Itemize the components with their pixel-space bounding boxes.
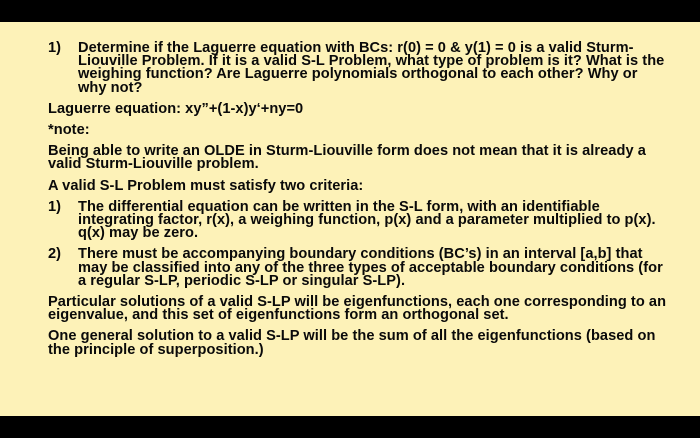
note-text: Being able to write an OLDE in Sturm-Liouville form does not mean that it is already a valid Sturm-Liouville problem. [48,143,646,173]
note-label: *note: [48,122,90,139]
criterion-item [48,248,670,288]
criterion-number: 1) [48,198,62,215]
laguerre-equation: Laguerre equation: xy”+(1-x)y‘+ny=0 [48,100,304,117]
question-text: Determine if the Laguerre equation with BCs: r(0) = 0 & y(1) = 0 is a valid Sturm-Liouville Problem. If it is a valid S-L Problem, what type of problem is it? What is the weighing function? Are Laguerre polynomials orthogonal to each other? Why or why not? [78,40,665,96]
question-panel [0,22,700,416]
criterion-text: The differential equation can be written in the S-L form, with an identifiable integrating factor, r(x), a weighing function, p(x) and a parameter multiplied to p(x). q(x) may be zero. [78,198,656,242]
question-item [48,42,670,95]
general-solution-paragraph: One general solution to a valid S-LP will be the sum of all the eigenfunctions (based on the principle of superposition.) [48,328,656,358]
eigenfunctions-paragraph: Particular solutions of a valid S-LP will be eigenfunctions, each one corresponding to an eigenvalue, and this set of eigenfunctions form an orthogonal set. [48,294,667,324]
criterion-item [48,198,670,242]
criterion-number: 2) [48,246,62,263]
criteria-intro: A valid S-L Problem must satisfy two criteria: [48,177,364,194]
criterion-text: There must be accompanying boundary conditions (BC’s) in an interval [a,b] that may be classified into any of the three types of acceptable boundary conditions (for a regular S-LP, periodic S-LP or singular S-LP). [78,246,663,289]
question-number: 1) [48,40,62,56]
